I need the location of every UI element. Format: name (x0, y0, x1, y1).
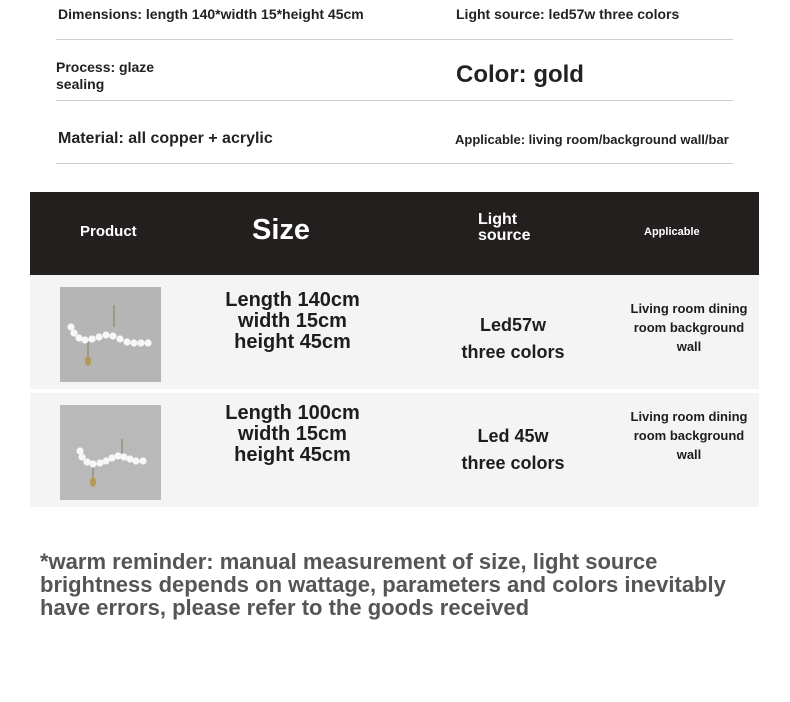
spec-light-source: Light source: led57w three colors (456, 6, 680, 22)
spec-process: Process: glaze sealing (56, 59, 155, 92)
header-light-source: Light source (478, 211, 531, 244)
row-light-source-colors: three colors (461, 342, 565, 362)
spec-divider (56, 100, 733, 101)
header-applicable: Applicable (644, 226, 700, 238)
spec-color: Color: gold (456, 61, 584, 88)
spec-material: Material: all copper + acrylic (58, 130, 273, 147)
row-size: Length 140cm width 15cm height 45cm (225, 289, 360, 353)
header-product: Product (80, 223, 137, 240)
spec-dimensions: Dimensions: length 140*width 15*height 45cm (58, 6, 364, 22)
product-image (60, 405, 161, 500)
table-row (30, 393, 759, 507)
row-light-source (438, 423, 588, 477)
table-row (30, 275, 759, 389)
row-light-source (438, 312, 588, 366)
row-applicable: Living room dining room background wall (630, 409, 748, 462)
header-size: Size (252, 214, 311, 246)
row-light-source-watt: Led57w (479, 315, 547, 335)
row-applicable: Living room dining room background wall (630, 301, 748, 354)
spec-divider (56, 163, 733, 164)
spec-divider (56, 39, 733, 40)
warm-reminder: *warm reminder: manual measurement of size, light source brightness depends on wattage, parameters and colors inevitably have errors, please refer to the goods received (40, 549, 726, 620)
spec-applicable: Applicable: living room/background wall/bar (455, 132, 729, 147)
row-light-source-colors: three colors (461, 453, 565, 473)
row-light-source-watt: Led 45w (477, 426, 549, 446)
row-size: Length 100cm width 15cm height 45cm (225, 402, 360, 466)
table-header (30, 192, 759, 275)
product-image (60, 287, 161, 382)
